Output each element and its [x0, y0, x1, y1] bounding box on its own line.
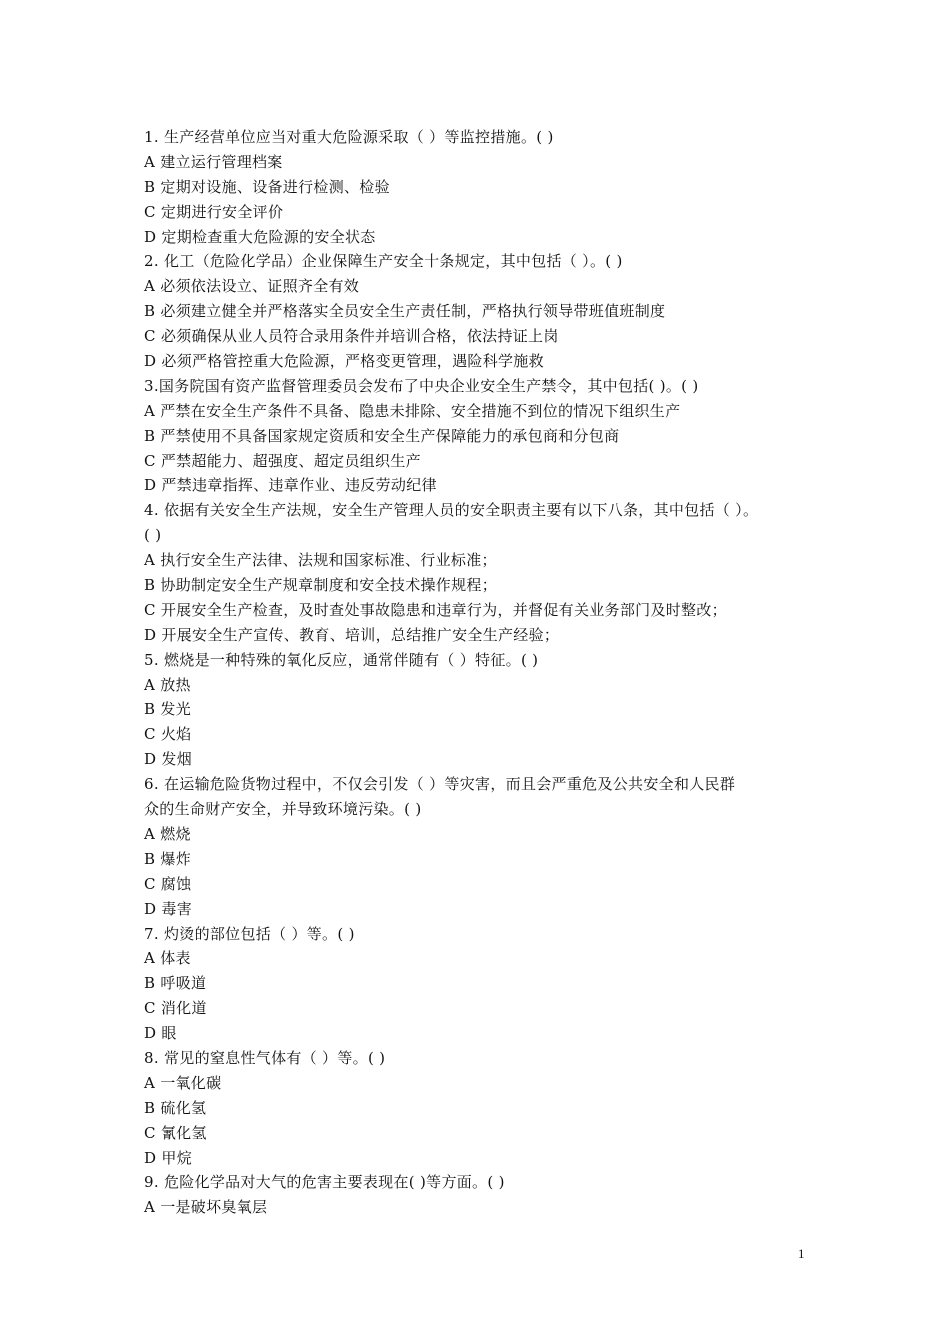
- text-line: B 必须建立健全并严格落实全员安全生产责任制，严格执行领导带班值班制度: [144, 302, 666, 321]
- text-line: B 呼吸道: [144, 974, 207, 993]
- text-line: C 严禁超能力、超强度、超定员组织生产: [144, 451, 421, 470]
- text-line: 5. 燃烧是一种特殊的氧化反应，通常伴随有（ ）特征。( ): [144, 650, 539, 669]
- text-line: A 执行安全生产法律、法规和国家标准、行业标准；: [144, 551, 497, 570]
- text-line: 8. 常见的窒息性气体有（ ）等。( ): [144, 1048, 386, 1067]
- text-line: C 定期进行安全评价: [144, 202, 284, 221]
- text-line: C 消化道: [144, 999, 207, 1018]
- page-number: 1: [798, 1246, 805, 1261]
- document-body: [144, 125, 824, 1220]
- text-line: D 开展安全生产宣传、教育、培训，总结推广安全生产经验；: [144, 625, 560, 644]
- text-line: B 爆炸: [144, 849, 191, 868]
- text-line: D 定期检查重大危险源的安全状态: [144, 227, 376, 246]
- text-line: A 体表: [144, 949, 191, 968]
- text-line: A 一氧化碳: [144, 1073, 222, 1092]
- text-line: A 建立运行管理档案: [144, 152, 283, 171]
- text-line: B 严禁使用不具备国家规定资质和安全生产保障能力的承包商和分包商: [144, 426, 620, 445]
- text-line: A 一是破坏臭氧层: [144, 1198, 268, 1217]
- text-line: A 放热: [144, 675, 191, 694]
- text-line: C 开展安全生产检查，及时查处事故隐患和违章行为，并督促有关业务部门及时整改；: [144, 600, 727, 619]
- text-line: D 严禁违章指挥、违章作业、违反劳动纪律: [144, 476, 437, 495]
- text-line: D 甲烷: [144, 1148, 192, 1167]
- text-line: C 腐蚀: [144, 874, 192, 893]
- text-line: B 协助制定安全生产规章制度和安全技术操作规程；: [144, 576, 497, 595]
- text-line: D 眼: [144, 1024, 177, 1043]
- text-line: C 必须确保从业人员符合录用条件并培训合格，依法持证上岗: [144, 327, 559, 346]
- text-line: B 发光: [144, 700, 191, 719]
- text-line: D 毒害: [144, 899, 192, 918]
- text-line: B 硫化氢: [144, 1098, 207, 1117]
- text-line: B 定期对设施、设备进行检测、检验: [144, 177, 390, 196]
- text-line: D 必须严格管控重大危险源，严格变更管理，遇险科学施救: [144, 352, 544, 371]
- text-line: 6. 在运输危险货物过程中，不仅会引发（ ）等灾害，而且会严重危及公共安全和人民群: [144, 775, 736, 794]
- text-line: 1. 生产经营单位应当对重大危险源采取（ ）等监控措施。( ): [144, 128, 554, 146]
- text-line: 2. 化工（危险化学品）企业保障生产安全十条规定，其中包括（ ）。( ): [144, 252, 623, 271]
- text-line: D 发烟: [144, 750, 192, 769]
- text-line: 4. 依据有关安全生产法规，安全生产管理人员的安全职责主要有以下八条，其中包括（ ）。: [144, 501, 759, 520]
- text-line: A 燃烧: [144, 824, 191, 843]
- text-line: ( ): [144, 526, 162, 545]
- text-line: A 严禁在安全生产条件不具备、隐患未排除、安全措施不到位的情况下组织生产: [144, 401, 681, 420]
- text-line: 9. 危险化学品对大气的危害主要表现在( )等方面。( ): [144, 1173, 505, 1192]
- text-line: C 火焰: [144, 725, 192, 744]
- text-line: 众的生命财产安全，并导致环境污染。( ): [144, 800, 422, 819]
- text-line: 7. 灼烫的部位包括（ ）等。( ): [144, 924, 355, 943]
- text-line: A 必须依法设立、证照齐全有效: [144, 277, 360, 296]
- text-line: 3.国务院国有资产监督管理委员会发布了中央企业安全生产禁令，其中包括( )。( ): [144, 376, 699, 395]
- text-line: C 氰化氢: [144, 1123, 207, 1142]
